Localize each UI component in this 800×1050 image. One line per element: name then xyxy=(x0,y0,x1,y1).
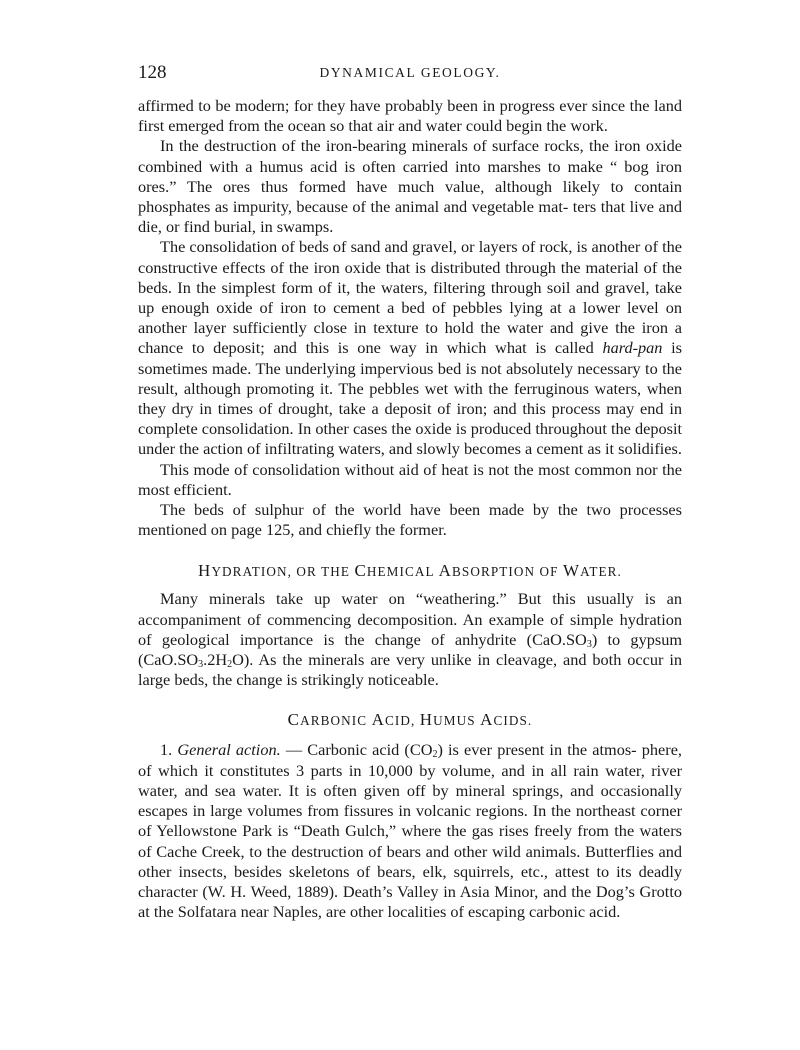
subhead-general-action: General action. xyxy=(177,740,281,760)
item-number: 1. xyxy=(160,740,173,760)
running-head: DYNAMICAL GEOLOGY. xyxy=(319,65,501,80)
hydration-text-a: Many minerals take up water on “weathering.” But this usually is an accompaniment of commencing decomposition. An example of simple hydration of geological importance is the change of anhydrite (CaO.SO xyxy=(138,589,682,649)
page-header xyxy=(138,62,682,86)
subscript: 2 xyxy=(432,749,438,761)
carbonic-text-a: — Carbonic acid (CO xyxy=(285,740,433,760)
consolidation-text-part-1: The consolidation of beds of sand and gravel, or layers of rock, is another of the constructive effects of the iron oxide that is distributed through the material of the beds. In the simplest form of it, the waters, filtering through soil and gravel, take up enough oxide of iron to cement a bed of pebbles lying at a lower level on another layer sufficiently close in texture to hold the water and give the iron a chance to deposit; and this is one way in which what is called xyxy=(138,237,682,358)
subscript: 3 xyxy=(586,638,592,650)
subscript: 2 xyxy=(227,659,233,671)
term-hard-pan: hard-pan xyxy=(602,338,663,358)
carbonic-text-b: ) is ever present in the atmos- phere, of which it constitutes 3 parts in 10,000 by volume, and in all rain water, river water, and sea water. It is often given off by mineral springs, and occasionally escapes in large volumes from fissures in volcanic regions. In the northeast corner of Yellowstone Park is “Death Gulch,” where the gas rises freely from the waters of Cache Creek, to the destruction of bears and other wild animals. Butterflies and other insects, besides skeletons of bears, elk, squirrels, etc., attest to its deadly character (W. H. Weed, 1889). Death’s Valley in Asia Minor, and the Dog’s Grotto at the Solfatara near Naples, are other localities of escaping carbonic acid. xyxy=(138,740,682,922)
page-body xyxy=(138,96,682,922)
page-number: 128 xyxy=(138,62,167,83)
paragraph-consolidation xyxy=(138,237,682,459)
hydration-text-d: O). As the minerals are very unlike in cleavage, and both occur in large beds, the change is strikingly noticeable. xyxy=(138,650,682,690)
paragraph-continued: affirmed to be modern; for they have probably been in progress ever since the land first emerged from the ocean so that air and water could begin the work. xyxy=(138,96,682,136)
paragraph-general-action xyxy=(138,740,682,922)
subscript: 3 xyxy=(198,659,204,671)
paragraph-sulphur-beds: The beds of sulphur of the world have been made by the two processes mentioned on page 125, and chiefly the former. xyxy=(138,500,682,540)
hydration-text-b: ) to gypsum (CaO.SO xyxy=(138,629,682,670)
paragraph-mode-of-consolidation: This mode of consolidation without aid of heat is not the most common nor the most efficient. xyxy=(138,459,682,499)
section-heading-hydration: HYDRATION, OR THE CHEMICAL ABSORPTION OF WATER. xyxy=(198,561,622,581)
consolidation-text-part-2: is sometimes made. The underlying impervious bed is not absolutely necessary to the result, although promoting it. The pebbles wet with the ferruginous waters, when they dry in times of drought, take a deposit of iron; and this process may end in complete consolidation. In other cases the oxide is produced throughout the deposit under the action of infiltrating waters, and slowly becomes a cement as it solidifies. xyxy=(138,338,682,459)
paragraph-hydration xyxy=(138,589,682,690)
section-heading-carbonic-acid: CARBONIC ACID, HUMUS ACIDS. xyxy=(287,710,533,730)
paragraph-bog-iron-ores: In the destruction of the iron-bearing minerals of surface rocks, the iron oxide combined with a humus acid is often carried into marshes to make “ bog iron ores.” The ores thus formed have much value, although likely to contain phosphates as impurity, because of the animal and vegetable mat- ters that live and die, or find burial, in swamps. xyxy=(138,136,682,237)
hydration-text-c: .2H xyxy=(203,650,228,670)
